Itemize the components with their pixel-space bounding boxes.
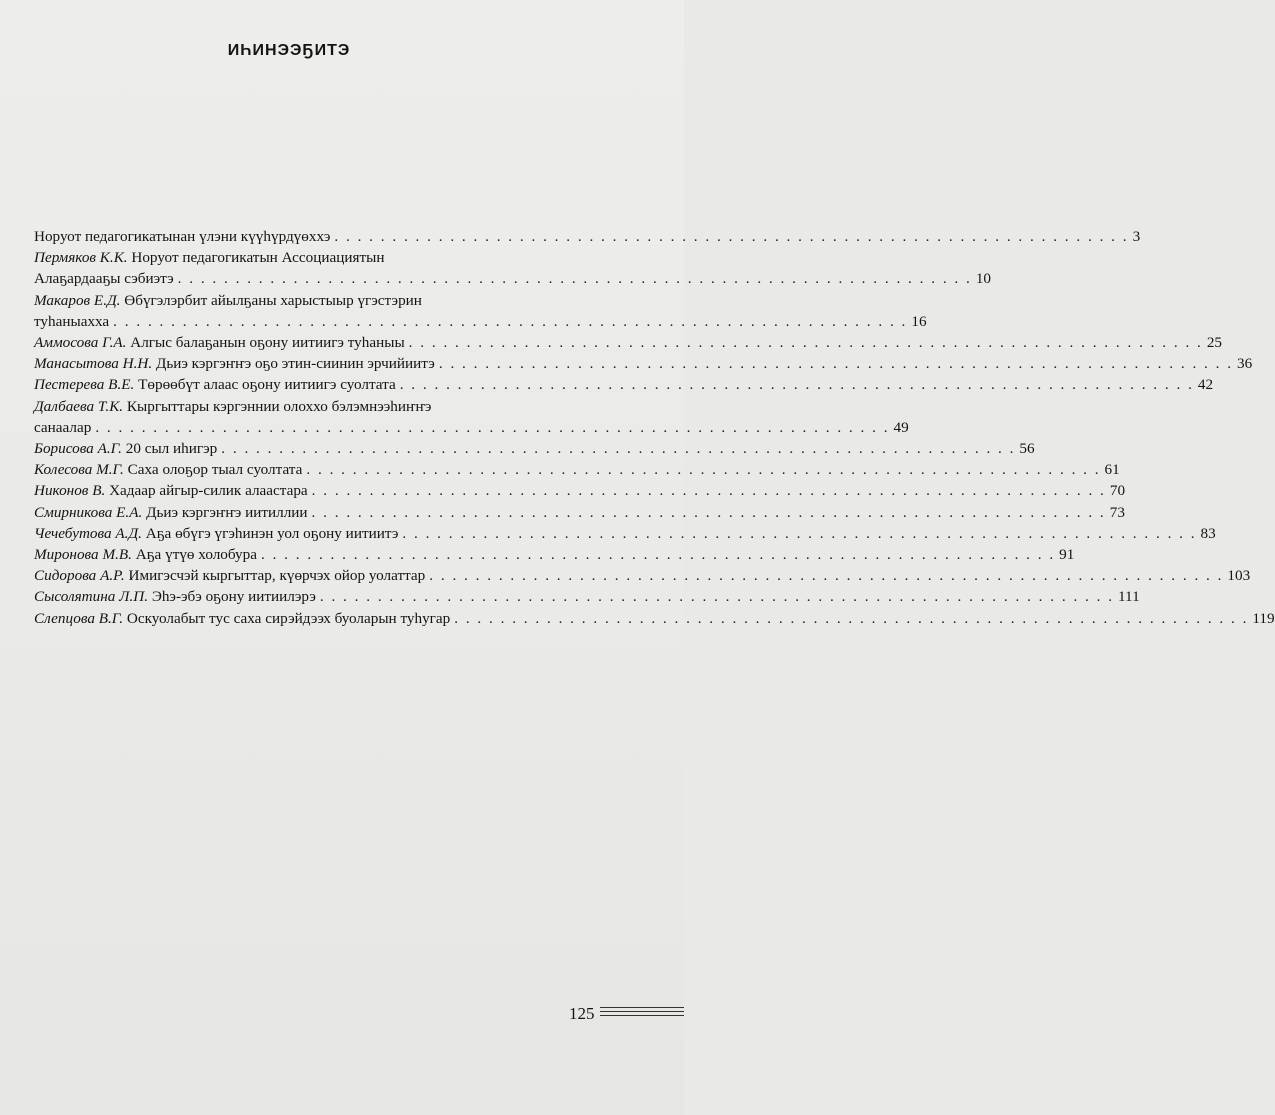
toc-leader-dots: . . . . . . . . . . . . . . . . . . . . . . . . . . . . . . . . . . . . . . . . . . . . . . . . . . . . . . . . . . . . . . . . . . . . .: [402, 524, 1197, 542]
toc-page-number: 56: [1019, 440, 1035, 458]
toc-title: Аҕа үтүө холобура: [131, 546, 257, 564]
toc-leader-dots: . . . . . . . . . . . . . . . . . . . . . . . . . . . . . . . . . . . . . . . . . . . . . . . . . . . . . . . . . . . . . . . . . . . . .: [334, 228, 1129, 245]
toc-entry: [34, 459, 1120, 480]
toc-entry-text: [34, 247, 384, 268]
toc-entry-line: [34, 417, 909, 438]
toc-entry-text: [34, 374, 396, 395]
toc-page-number: 16: [911, 312, 927, 330]
toc-title: Дьиэ кэргэҥҥэ оҕо этин-сиинин эрчийиитэ: [152, 355, 435, 373]
toc-entry: [34, 586, 1140, 607]
toc-title: Дьиэ кэргэҥҥэ иитиллии: [142, 503, 308, 521]
toc-entry-line: [34, 311, 927, 332]
toc-author: Сысолятина Л.П.: [34, 588, 149, 606]
toc-title: Саха олоҕор тыал суолтата: [123, 461, 303, 479]
toc-entry-line: [34, 396, 531, 417]
toc-author: Пестерева В.Е.: [34, 376, 135, 394]
toc-entry-line: [34, 332, 1223, 353]
toc-leader-dots: . . . . . . . . . . . . . . . . . . . . . . . . . . . . . . . . . . . . . . . . . . . . . . . . . . . . . . . . . . . . . . . . . . . . .: [306, 461, 1101, 479]
toc-title: Аҕа өбүгэ үгэһинэн уол оҕону иитиитэ: [141, 524, 399, 542]
toc-entry: [34, 374, 1214, 395]
toc-author: Смирникова Е.А.: [34, 503, 143, 521]
toc-leader-dots: . . . . . . . . . . . . . . . . . . . . . . . . . . . . . . . . . . . . . . . . . . . . . . . . . . . . . . . . . . . . . . . . . . . . .: [399, 376, 1194, 394]
toc-entry-line: [34, 268, 991, 289]
toc-entry-line: [34, 502, 1125, 523]
toc-entry-text: [34, 353, 435, 374]
toc-page-number: 10: [975, 270, 991, 288]
toc-author: Слепцова В.Г.: [34, 609, 124, 627]
toc-leader-dots: . . . . . . . . . . . . . . . . . . . . . . . . . . . . . . . . . . . . . . . . . . . . . . . . . . . . . . . . . . . . . . . . . . . . .: [177, 270, 972, 288]
toc-page-number: 73: [1109, 503, 1125, 521]
toc-entry-line: [34, 438, 1035, 459]
toc-entry-line: [34, 480, 1126, 501]
toc-leader-dots: . . . . . . . . . . . . . . . . . . . . . . . . . . . . . . . . . . . . . . . . . . . . . . . . . . . . . . . . . . . . . . . . . . . . .: [311, 482, 1106, 500]
toc-page-number: 70: [1109, 482, 1126, 500]
toc-title: Төрөөбүт алаас оҕону иитиигэ суолтата: [134, 376, 396, 394]
toc-leader-dots: . . . . . . . . . . . . . . . . . . . . . . . . . . . . . . . . . . . . . . . . . . . . . . . . . . . . . . . . . . . . . . . . . . . . .: [221, 440, 1016, 458]
toc-page-number: 25: [1206, 334, 1223, 352]
toc-author: Манасытова Н.Н.: [34, 355, 153, 373]
toc-entry: [34, 438, 1035, 459]
toc-author: Чечебутова А.Д.: [34, 524, 142, 542]
toc-title: Норуот педагогикатын Ассоциациятын: [127, 249, 385, 267]
toc-entry: [34, 332, 1223, 353]
toc-page-number: 103: [1227, 567, 1251, 585]
page-title: ИҺИНЭЭҔИТЭ: [227, 42, 351, 59]
toc-entry-text: [34, 226, 330, 247]
toc-author: Сидорова А.Р.: [34, 567, 125, 585]
toc-leader-dots: . . . . . . . . . . . . . . . . . . . . . . . . . . . . . . . . . . . . . . . . . . . . . . . . . . . . . . . . . . . . . . . . . . . . .: [454, 609, 1249, 627]
toc-entry: [34, 565, 1251, 586]
toc-author: Далбаева Т.К.: [34, 397, 124, 415]
toc-entry: [34, 544, 1075, 565]
toc-entry-line: [34, 523, 1216, 544]
toc-page-number: 91: [1059, 546, 1075, 564]
toc-entry: [34, 226, 1141, 247]
toc-title: Кыргыттары кэргэннии олоххо бэлэмнээһиҥҥэ: [123, 397, 432, 415]
toc-page-number: 83: [1200, 524, 1216, 542]
toc-entry-line: [34, 544, 1075, 565]
toc-title: Алаҕардааҕы сэбиэтэ: [34, 270, 174, 288]
toc-entry: [34, 290, 927, 332]
toc-entry: [34, 353, 1253, 374]
toc-title: Хадаар айгыр-силик алаастара: [105, 482, 308, 500]
toc-title: Өбүгэлэрбит айылҕаны харыстыыр үгэстэрин: [120, 291, 422, 309]
toc-author: Макаров Е.Д.: [34, 291, 121, 309]
toc-entry-text: [34, 459, 302, 480]
toc-page-number: 111: [1118, 588, 1140, 606]
toc-entry-text: [34, 438, 217, 459]
toc-entry-line: [34, 290, 531, 311]
toc-entry-text: [34, 586, 316, 607]
toc-author: Колесова М.Г.: [34, 461, 124, 479]
table-of-contents: [34, 226, 1275, 629]
toc-author: Никонов В.: [34, 482, 106, 500]
toc-entry-text: [34, 544, 257, 565]
toc-entry-text: [34, 311, 109, 332]
toc-page-number: 49: [893, 418, 909, 436]
toc-entry: [34, 502, 1125, 523]
toc-title: Алгыс балаҕанын оҕону иитиигэ туһаныы: [126, 334, 405, 352]
toc-page-number: 61: [1104, 461, 1120, 479]
toc-author: Пермяков К.К.: [34, 249, 128, 267]
page-number: 125: [569, 1004, 595, 1023]
toc-title: санаалар: [34, 418, 92, 436]
toc-entry: [34, 396, 909, 438]
toc-leader-dots: . . . . . . . . . . . . . . . . . . . . . . . . . . . . . . . . . . . . . . . . . . . . . . . . . . . . . . . . . . . . . . . . . . . . .: [260, 546, 1056, 564]
toc-title: Эһэ-эбэ оҕону иитиилэрэ: [148, 588, 316, 606]
toc-title: Имигэсчэй кыргыттар, күөрчэх ойор уолаттар: [124, 567, 426, 585]
toc-leader-dots: . . . . . . . . . . . . . . . . . . . . . . . . . . . . . . . . . . . . . . . . . . . . . . . . . . . . . . . . . . . . . . . . . . . . .: [319, 588, 1115, 606]
toc-entry-text: [34, 396, 431, 417]
toc-title: Оскуолабыт тус саха сирэйдээх буоларын туһугар: [123, 609, 451, 627]
toc-entry-text: [34, 290, 422, 311]
toc-entry-text: [34, 268, 174, 289]
toc-entry-line: [34, 586, 1140, 607]
toc-entry-line: [34, 608, 1275, 629]
toc-leader-dots: . . . . . . . . . . . . . . . . . . . . . . . . . . . . . . . . . . . . . . . . . . . . . . . . . . . . . . . . . . . . . . . . . . . . .: [311, 503, 1106, 521]
toc-leader-dots: . . . . . . . . . . . . . . . . . . . . . . . . . . . . . . . . . . . . . . . . . . . . . . . . . . . . . . . . . . . . . . . . . . . . .: [429, 567, 1224, 585]
toc-leader-dots: . . . . . . . . . . . . . . . . . . . . . . . . . . . . . . . . . . . . . . . . . . . . . . . . . . . . . . . . . . . . . . . . . . . . .: [408, 334, 1203, 352]
toc-author: Миронова М.В.: [34, 546, 132, 564]
toc-entry-text: [34, 480, 308, 501]
toc-entry-text: [34, 608, 450, 629]
toc-entry-line: [34, 565, 1251, 586]
toc-page-number: 3: [1132, 228, 1141, 245]
toc-title: туһаныахха: [34, 312, 110, 330]
toc-entry-line: [34, 374, 1214, 395]
toc-leader-dots: . . . . . . . . . . . . . . . . . . . . . . . . . . . . . . . . . . . . . . . . . . . . . . . . . . . . . . . . . . . . . . . . . . . . .: [113, 312, 908, 330]
toc-page-number: 42: [1197, 376, 1214, 394]
toc-entry-text: [34, 332, 405, 353]
toc-page-number: 36: [1237, 355, 1253, 373]
toc-entry-text: [34, 565, 425, 586]
toc-author: Аммосова Г.А.: [34, 334, 127, 352]
toc-entry-line: [34, 226, 1141, 247]
toc-leader-dots: . . . . . . . . . . . . . . . . . . . . . . . . . . . . . . . . . . . . . . . . . . . . . . . . . . . . . . . . . . . . . . . . . . . . .: [95, 418, 890, 436]
page-number-rules: [600, 1007, 684, 1019]
toc-entry-text: [34, 523, 398, 544]
toc-entry: [34, 523, 1216, 544]
toc-entry-text: [34, 417, 91, 438]
toc-entry-line: [34, 459, 1120, 480]
toc-title: 20 сыл иһигэр: [121, 440, 218, 458]
toc-entry-line: [34, 353, 1253, 374]
toc-entry-text: [34, 502, 308, 523]
toc-entry: [34, 608, 1275, 629]
toc-page-number: 119: [1252, 609, 1275, 627]
toc-entry: [34, 247, 991, 289]
toc-title: Норуот педагогикатынан үлэни күүһүрдүөххэ: [34, 228, 331, 245]
toc-entry-line: [34, 247, 531, 268]
toc-entry: [34, 480, 1126, 501]
toc-author: Борисова А.Г.: [34, 440, 122, 458]
toc-leader-dots: . . . . . . . . . . . . . . . . . . . . . . . . . . . . . . . . . . . . . . . . . . . . . . . . . . . . . . . . . . . . . . . . . . . . .: [438, 355, 1234, 373]
